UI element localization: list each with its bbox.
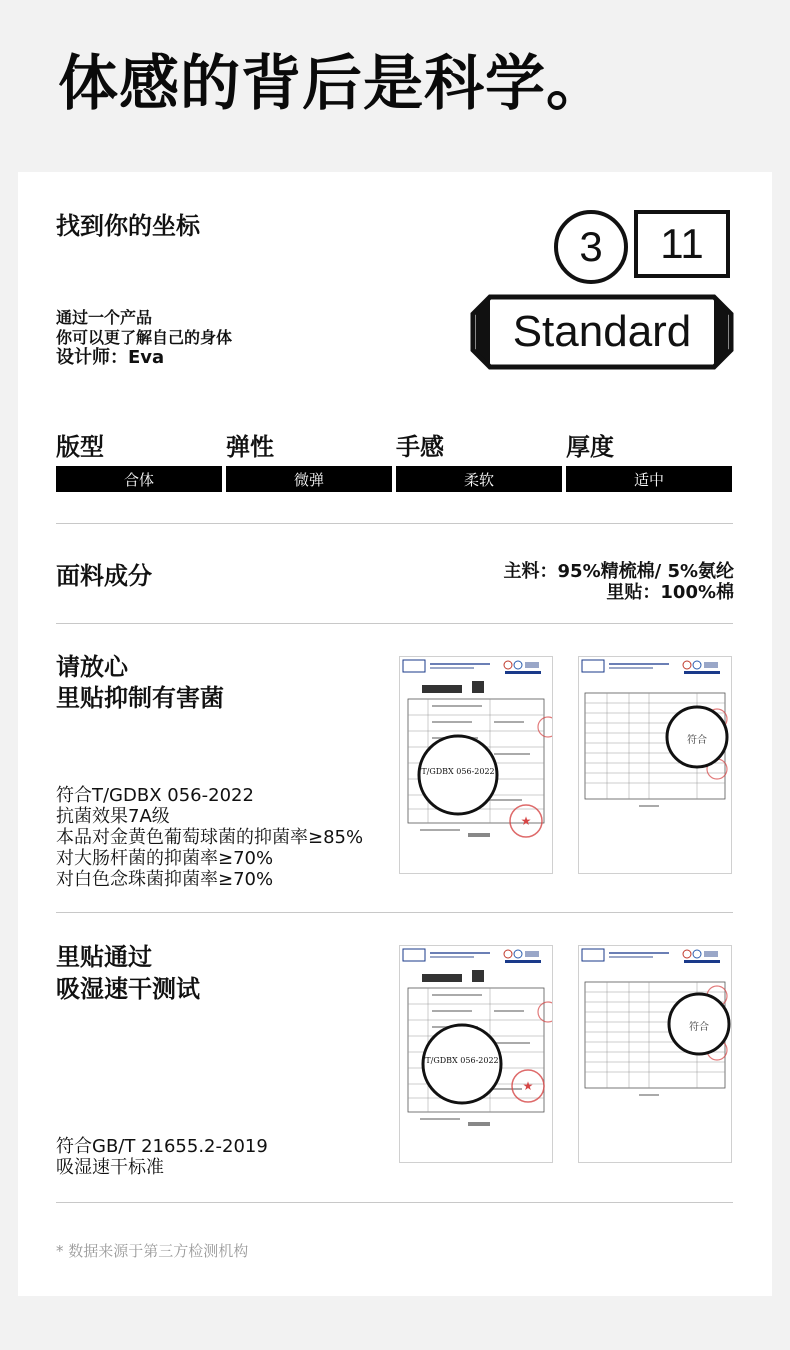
size-badge: 11 (634, 210, 730, 278)
fabric-main: 主料：95%精梳棉/ 5%氨纶 (503, 561, 734, 582)
divider (56, 1202, 733, 1203)
fabric-title: 面料成分 (56, 562, 152, 590)
report-document-graphic (579, 946, 731, 1162)
attribute-thickness (566, 430, 732, 492)
report-document-graphic (400, 657, 552, 873)
attribute-elasticity (226, 430, 392, 492)
fit-badge (470, 294, 734, 370)
report-document-graphic (400, 946, 552, 1162)
data-source-footnote: * 数据来源于第三方检测机构 (56, 1242, 249, 1260)
divider (56, 912, 733, 913)
report-stamp-text: T/GDBX 056-2022 (425, 1056, 499, 1065)
attribute-value: 适中 (566, 466, 732, 492)
antibacterial-grade: 抗菌效果7A级 (56, 806, 170, 827)
moisture-report-page2 (578, 945, 732, 1163)
coordinate-desc-line2: 你可以更了解自己的身体 (56, 328, 233, 347)
content-card (18, 172, 772, 1296)
antibacterial-title-line1: 请放心 (56, 653, 128, 681)
attribute-value: 柔软 (396, 466, 562, 492)
attribute-label: 厚度 (566, 433, 614, 461)
antibacterial-rate-candida: 对白色念珠菌抑菌率≥70% (56, 869, 274, 890)
attribute-label: 弹性 (226, 433, 274, 461)
designer-label: 设计师：Eva (56, 347, 165, 368)
attribute-label: 版型 (56, 433, 104, 461)
fabric-lining: 里贴：100%棉 (606, 582, 734, 603)
report-stamp-text: T/GDBX 056-2022 (421, 767, 495, 776)
svg-text:★: ★ (522, 1079, 534, 1093)
antibacterial-standard: 符合T/GDBX 056-2022 (56, 785, 254, 806)
antibacterial-report-page2 (578, 656, 732, 874)
divider (56, 623, 733, 624)
attribute-value: 微弹 (226, 466, 392, 492)
antibacterial-rate-ecoli: 对大肠杆菌的抑菌率≥70% (56, 848, 274, 869)
fit-badge-label: Standard (512, 307, 692, 356)
number-badge: 3 (554, 210, 628, 284)
antibacterial-rate-staph: 本品对金黄色葡萄球菌的抑菌率≥85% (56, 827, 364, 848)
attribute-value: 合体 (56, 466, 222, 492)
report-stamp-text: 符合 (689, 1022, 709, 1033)
moisture-title-line1: 里贴通过 (56, 943, 152, 971)
moisture-standard-desc: 吸湿速干标准 (56, 1157, 164, 1178)
coordinate-desc-line1: 通过一个产品 (56, 308, 153, 327)
page-headline: 体感的背后是科学。 (58, 49, 607, 119)
attribute-fit (56, 430, 222, 492)
moisture-title-line2: 吸湿速干测试 (56, 975, 200, 1003)
moisture-report-page1 (399, 945, 553, 1163)
antibacterial-title-line2: 里贴抑制有害菌 (56, 684, 224, 712)
divider (56, 523, 733, 524)
svg-text:★: ★ (520, 814, 532, 828)
moisture-standard: 符合GB/T 21655.2-2019 (56, 1136, 268, 1157)
report-document-graphic (579, 657, 731, 873)
attribute-label: 手感 (396, 433, 444, 461)
coordinate-title: 找到你的坐标 (56, 212, 200, 240)
antibacterial-report-page1 (399, 656, 553, 874)
report-stamp-text: 符合 (687, 735, 707, 746)
attribute-handfeel (396, 430, 562, 492)
